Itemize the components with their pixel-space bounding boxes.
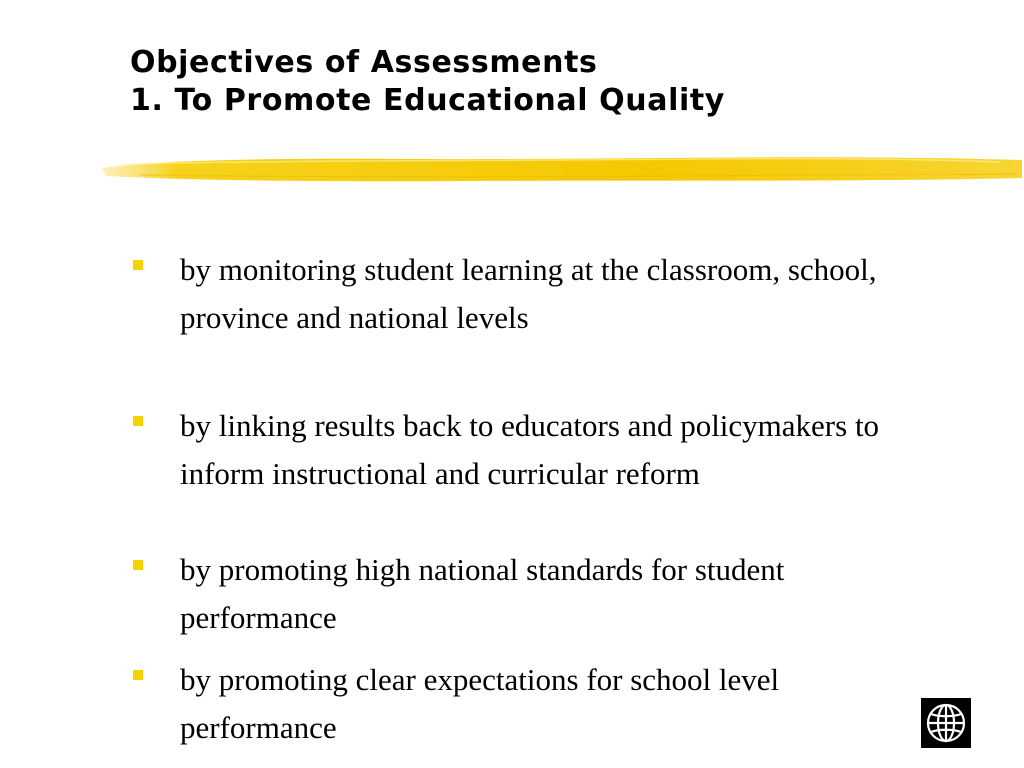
bullet-text: by promoting high national standards for student performance bbox=[180, 552, 785, 635]
square-bullet-icon bbox=[133, 260, 143, 270]
bullet-text: by promoting clear expectations for school level performance bbox=[180, 662, 780, 745]
title-line-2: 1. To Promote Educational Quality bbox=[130, 83, 725, 118]
square-bullet-icon bbox=[133, 670, 143, 680]
title-line-1: Objectives of Assessments bbox=[130, 45, 598, 80]
bullet-text: by linking results back to educators and policymakers to inform instructional and curricular reform bbox=[180, 408, 880, 491]
globe-icon bbox=[921, 698, 971, 748]
bullet-item bbox=[130, 402, 890, 498]
slide-title bbox=[130, 44, 725, 120]
bullet-item bbox=[130, 246, 890, 342]
square-bullet-icon bbox=[133, 560, 143, 570]
square-bullet-icon bbox=[133, 416, 143, 426]
highlighter-stroke bbox=[100, 148, 1024, 188]
bullet-text: by monitoring student learning at the classroom, school, province and national levels bbox=[180, 252, 877, 335]
bullet-item bbox=[130, 546, 890, 642]
bullet-item bbox=[130, 656, 890, 752]
